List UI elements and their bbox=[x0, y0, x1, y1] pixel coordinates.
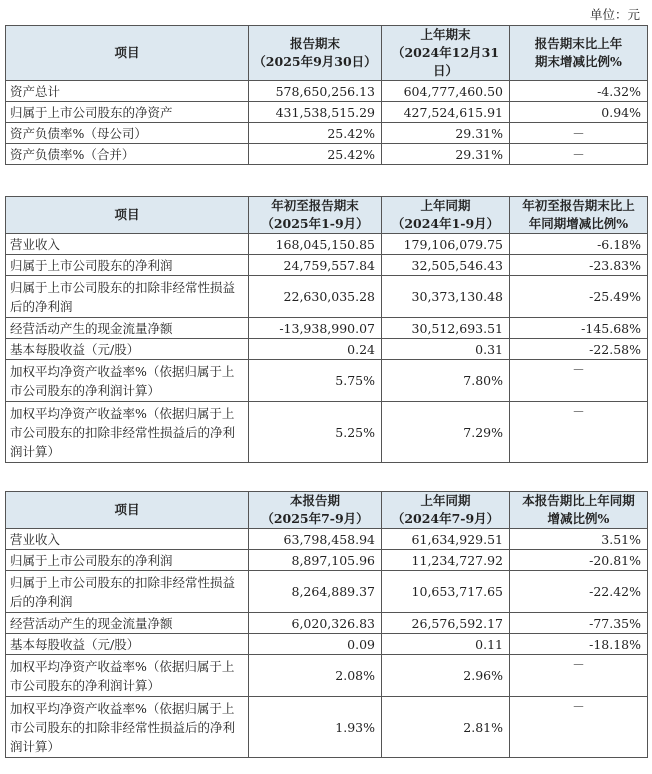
header-cell: 项目 bbox=[6, 492, 249, 529]
row-label: 基本每股收益（元/股） bbox=[6, 339, 249, 360]
row-label: 资产负债率%（合并） bbox=[6, 144, 249, 165]
row-label: 经营活动产生的现金流量净额 bbox=[6, 613, 249, 634]
change-value: － bbox=[510, 655, 648, 697]
row-label: 加权平均净资产收益率%（依据归属于上市公司股东的扣除非经常性损益后的净利润计算） bbox=[6, 697, 249, 758]
change-value: -23.83% bbox=[510, 255, 648, 276]
row-label: 加权平均净资产收益率%（依据归属于上市公司股东的扣除非经常性损益后的净利润计算） bbox=[6, 402, 249, 463]
change-value: -20.81% bbox=[510, 550, 648, 571]
table-header-row bbox=[6, 197, 648, 234]
previous-value: 11,234,727.92 bbox=[382, 550, 510, 571]
current-value: 431,538,515.29 bbox=[249, 102, 382, 123]
change-value: -6.18% bbox=[510, 234, 648, 255]
table-row bbox=[6, 123, 648, 144]
previous-value: 0.11 bbox=[382, 634, 510, 655]
change-value: -22.58% bbox=[510, 339, 648, 360]
change-value: -22.42% bbox=[510, 571, 648, 613]
current-value: 24,759,557.84 bbox=[249, 255, 382, 276]
table-row bbox=[6, 339, 648, 360]
previous-value: 30,512,693.51 bbox=[382, 318, 510, 339]
header-cell: 年初至报告期末 （2025年1-9月） bbox=[249, 197, 382, 234]
row-label: 归属于上市公司股东的扣除非经常性损益后的净利润 bbox=[6, 571, 249, 613]
table-row bbox=[6, 81, 648, 102]
ytd-table bbox=[5, 196, 648, 463]
current-value: 168,045,150.85 bbox=[249, 234, 382, 255]
table-row bbox=[6, 102, 648, 123]
current-value: 8,264,889.37 bbox=[249, 571, 382, 613]
current-value: 5.75% bbox=[249, 360, 382, 402]
quarter-table bbox=[5, 491, 648, 758]
table-row bbox=[6, 255, 648, 276]
current-value: 8,897,105.96 bbox=[249, 550, 382, 571]
row-label: 经营活动产生的现金流量净额 bbox=[6, 318, 249, 339]
table-row bbox=[6, 234, 648, 255]
header-cell: 上年同期 （2024年1-9月） bbox=[382, 197, 510, 234]
row-label: 基本每股收益（元/股） bbox=[6, 634, 249, 655]
previous-value: 2.81% bbox=[382, 697, 510, 758]
current-value: 0.24 bbox=[249, 339, 382, 360]
table-row bbox=[6, 360, 648, 402]
change-value: -4.32% bbox=[510, 81, 648, 102]
table-row bbox=[6, 550, 648, 571]
row-label: 归属于上市公司股东的净利润 bbox=[6, 550, 249, 571]
unit-label: 单位：元 bbox=[589, 7, 640, 22]
change-value: － bbox=[510, 697, 648, 758]
current-value: 63,798,458.94 bbox=[249, 529, 382, 550]
row-label: 归属于上市公司股东的净利润 bbox=[6, 255, 249, 276]
previous-value: 604,777,460.50 bbox=[382, 81, 510, 102]
current-value: 2.08% bbox=[249, 655, 382, 697]
previous-value: 7.29% bbox=[382, 402, 510, 463]
current-value: 0.09 bbox=[249, 634, 382, 655]
previous-value: 10,653,717.65 bbox=[382, 571, 510, 613]
row-label: 营业收入 bbox=[6, 234, 249, 255]
header-cell: 本报告期 （2025年7-9月） bbox=[249, 492, 382, 529]
table-row bbox=[6, 529, 648, 550]
table-row bbox=[6, 144, 648, 165]
current-value: -13,938,990.07 bbox=[249, 318, 382, 339]
current-value: 25.42% bbox=[249, 123, 382, 144]
previous-value: 179,106,079.75 bbox=[382, 234, 510, 255]
change-value: － bbox=[510, 144, 648, 165]
change-value: -18.18% bbox=[510, 634, 648, 655]
table-row bbox=[6, 276, 648, 318]
current-value: 5.25% bbox=[249, 402, 382, 463]
table-header-row bbox=[6, 26, 648, 81]
change-value: － bbox=[510, 360, 648, 402]
table-row bbox=[6, 634, 648, 655]
current-value: 1.93% bbox=[249, 697, 382, 758]
previous-value: 7.80% bbox=[382, 360, 510, 402]
table-row bbox=[6, 571, 648, 613]
row-label: 资产负债率%（母公司） bbox=[6, 123, 249, 144]
previous-value: 30,373,130.48 bbox=[382, 276, 510, 318]
change-value: -145.68% bbox=[510, 318, 648, 339]
row-label: 营业收入 bbox=[6, 529, 249, 550]
current-value: 578,650,256.13 bbox=[249, 81, 382, 102]
previous-value: 61,634,929.51 bbox=[382, 529, 510, 550]
previous-value: 0.31 bbox=[382, 339, 510, 360]
previous-value: 29.31% bbox=[382, 144, 510, 165]
balance-table bbox=[5, 25, 648, 165]
change-value: 3.51% bbox=[510, 529, 648, 550]
table-row bbox=[6, 697, 648, 758]
current-value: 25.42% bbox=[249, 144, 382, 165]
table-row bbox=[6, 613, 648, 634]
header-cell: 项目 bbox=[6, 26, 249, 81]
header-cell: 本报告期比上年同期 增减比例% bbox=[510, 492, 648, 529]
change-value: 0.94% bbox=[510, 102, 648, 123]
header-cell: 报告期末比上年 期末增减比例% bbox=[510, 26, 648, 81]
change-value: -77.35% bbox=[510, 613, 648, 634]
previous-value: 427,524,615.91 bbox=[382, 102, 510, 123]
previous-value: 26,576,592.17 bbox=[382, 613, 510, 634]
change-value: -25.49% bbox=[510, 276, 648, 318]
header-cell: 年初至报告期末比上 年同期增减比例% bbox=[510, 197, 648, 234]
table-row bbox=[6, 318, 648, 339]
change-value: － bbox=[510, 402, 648, 463]
row-label: 资产总计 bbox=[6, 81, 249, 102]
current-value: 6,020,326.83 bbox=[249, 613, 382, 634]
header-cell: 上年同期 （2024年7-9月） bbox=[382, 492, 510, 529]
row-label: 加权平均净资产收益率%（依据归属于上市公司股东的净利润计算） bbox=[6, 655, 249, 697]
row-label: 加权平均净资产收益率%（依据归属于上市公司股东的净利润计算） bbox=[6, 360, 249, 402]
change-value: － bbox=[510, 123, 648, 144]
previous-value: 2.96% bbox=[382, 655, 510, 697]
header-cell: 上年期末 （2024年12月31日） bbox=[382, 26, 510, 81]
current-value: 22,630,035.28 bbox=[249, 276, 382, 318]
header-cell: 项目 bbox=[6, 197, 249, 234]
table-header-row bbox=[6, 492, 648, 529]
row-label: 归属于上市公司股东的扣除非经常性损益后的净利润 bbox=[6, 276, 249, 318]
row-label: 归属于上市公司股东的净资产 bbox=[6, 102, 249, 123]
table-row bbox=[6, 402, 648, 463]
previous-value: 29.31% bbox=[382, 123, 510, 144]
table-row bbox=[6, 655, 648, 697]
header-cell: 报告期末 （2025年9月30日） bbox=[249, 26, 382, 81]
previous-value: 32,505,546.43 bbox=[382, 255, 510, 276]
